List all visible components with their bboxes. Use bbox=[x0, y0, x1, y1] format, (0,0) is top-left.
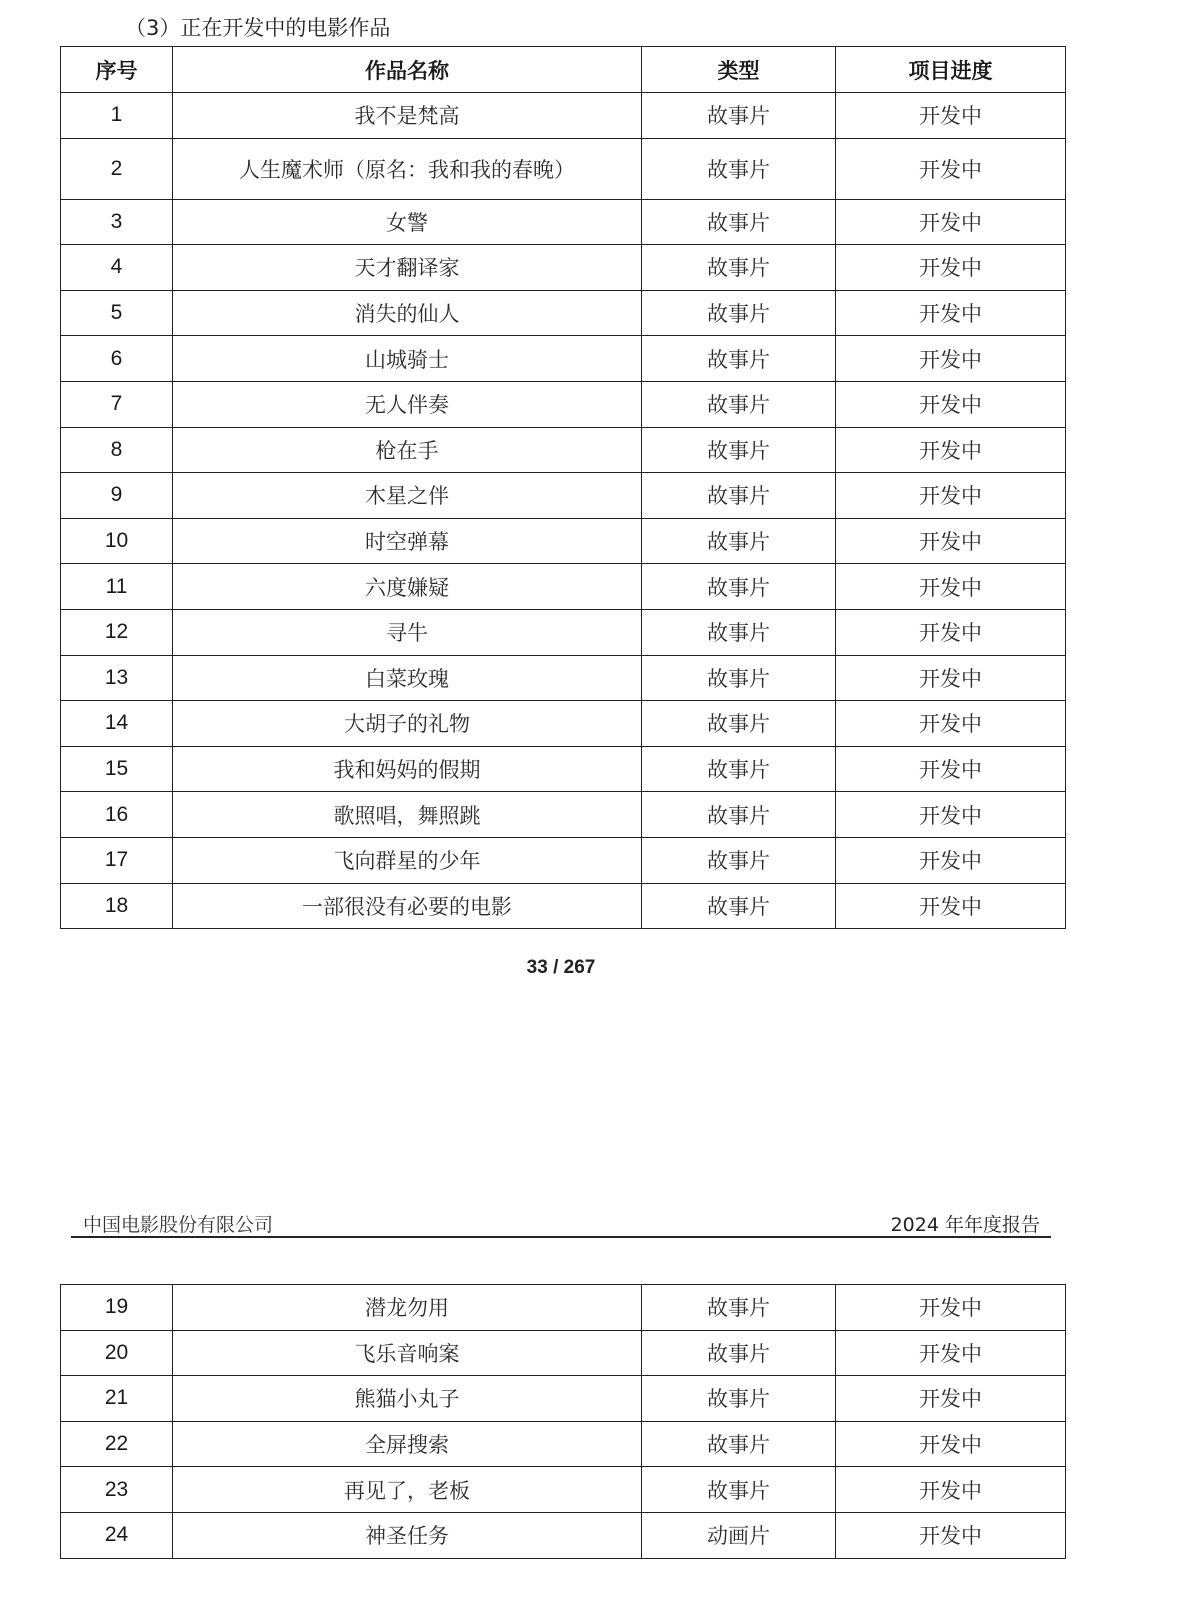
table-row bbox=[61, 199, 1066, 245]
row-film-title: 一部很没有必要的电影 bbox=[173, 883, 642, 929]
row-film-type: 故事片 bbox=[642, 518, 836, 564]
row-index: 21 bbox=[61, 1376, 173, 1422]
row-status: 开发中 bbox=[836, 1330, 1066, 1376]
table-row bbox=[61, 792, 1066, 838]
row-film-type: 故事片 bbox=[642, 1330, 836, 1376]
row-film-title: 木星之伴 bbox=[173, 473, 642, 519]
section-title: （3）正在开发中的电影作品 bbox=[125, 16, 391, 40]
films-in-development-table-continued bbox=[60, 1284, 1066, 1559]
row-film-type: 动画片 bbox=[642, 1512, 836, 1558]
row-index: 2 bbox=[61, 138, 173, 199]
row-film-type: 故事片 bbox=[642, 746, 836, 792]
row-status: 开发中 bbox=[836, 381, 1066, 427]
row-index: 5 bbox=[61, 290, 173, 336]
row-status: 开发中 bbox=[836, 473, 1066, 519]
table-body-page1 bbox=[61, 93, 1066, 929]
table-header-row bbox=[61, 47, 1066, 93]
page-number: 33 / 267 bbox=[526, 957, 596, 978]
row-index: 14 bbox=[61, 701, 173, 747]
table-row bbox=[61, 138, 1066, 199]
table-row bbox=[61, 336, 1066, 382]
row-index: 19 bbox=[61, 1285, 173, 1331]
table-row bbox=[61, 290, 1066, 336]
table-row bbox=[61, 381, 1066, 427]
table-row bbox=[61, 427, 1066, 473]
row-index: 4 bbox=[61, 245, 173, 291]
row-status: 开发中 bbox=[836, 883, 1066, 929]
row-film-type: 故事片 bbox=[642, 792, 836, 838]
row-index: 22 bbox=[61, 1421, 173, 1467]
row-status: 开发中 bbox=[836, 93, 1066, 139]
row-film-type: 故事片 bbox=[642, 199, 836, 245]
row-index: 8 bbox=[61, 427, 173, 473]
row-index: 1 bbox=[61, 93, 173, 139]
row-status: 开发中 bbox=[836, 138, 1066, 199]
row-index: 24 bbox=[61, 1512, 173, 1558]
row-status: 开发中 bbox=[836, 427, 1066, 473]
row-index: 9 bbox=[61, 473, 173, 519]
row-film-title: 寻牛 bbox=[173, 609, 642, 655]
row-status: 开发中 bbox=[836, 1467, 1066, 1513]
table-row bbox=[61, 1512, 1066, 1558]
row-film-type: 故事片 bbox=[642, 837, 836, 883]
row-film-type: 故事片 bbox=[642, 473, 836, 519]
row-film-title: 歌照唱，舞照跳 bbox=[173, 792, 642, 838]
row-film-title: 六度嫌疑 bbox=[173, 564, 642, 610]
row-index: 23 bbox=[61, 1467, 173, 1513]
row-status: 开发中 bbox=[836, 1421, 1066, 1467]
row-film-title: 山城骑士 bbox=[173, 336, 642, 382]
header-divider bbox=[71, 1236, 1051, 1238]
row-film-title: 飞乐音响案 bbox=[173, 1330, 642, 1376]
header-title: 作品名称 bbox=[173, 47, 642, 93]
films-in-development-table bbox=[60, 46, 1066, 929]
row-film-title: 再见了，老板 bbox=[173, 1467, 642, 1513]
row-film-title: 白菜玫瑰 bbox=[173, 655, 642, 701]
row-film-title: 飞向群星的少年 bbox=[173, 837, 642, 883]
row-status: 开发中 bbox=[836, 564, 1066, 610]
row-film-title: 枪在手 bbox=[173, 427, 642, 473]
row-film-type: 故事片 bbox=[642, 381, 836, 427]
row-film-type: 故事片 bbox=[642, 336, 836, 382]
row-film-title: 大胡子的礼物 bbox=[173, 701, 642, 747]
row-status: 开发中 bbox=[836, 245, 1066, 291]
table-row bbox=[61, 655, 1066, 701]
row-film-title: 熊猫小丸子 bbox=[173, 1376, 642, 1422]
row-film-type: 故事片 bbox=[642, 245, 836, 291]
table-row bbox=[61, 1376, 1066, 1422]
table-row bbox=[61, 883, 1066, 929]
row-index: 12 bbox=[61, 609, 173, 655]
row-film-type: 故事片 bbox=[642, 701, 836, 747]
header-index: 序号 bbox=[61, 47, 173, 93]
table-row bbox=[61, 1330, 1066, 1376]
row-status: 开发中 bbox=[836, 518, 1066, 564]
row-film-title: 全屏搜索 bbox=[173, 1421, 642, 1467]
table-row bbox=[61, 1467, 1066, 1513]
row-film-type: 故事片 bbox=[642, 1376, 836, 1422]
row-film-type: 故事片 bbox=[642, 1467, 836, 1513]
row-index: 13 bbox=[61, 655, 173, 701]
row-index: 10 bbox=[61, 518, 173, 564]
row-status: 开发中 bbox=[836, 701, 1066, 747]
row-film-type: 故事片 bbox=[642, 1421, 836, 1467]
row-index: 7 bbox=[61, 381, 173, 427]
table-row bbox=[61, 701, 1066, 747]
row-status: 开发中 bbox=[836, 290, 1066, 336]
table-row bbox=[61, 564, 1066, 610]
row-film-title: 时空弹幕 bbox=[173, 518, 642, 564]
row-status: 开发中 bbox=[836, 336, 1066, 382]
row-film-title: 神圣任务 bbox=[173, 1512, 642, 1558]
table-row bbox=[61, 518, 1066, 564]
table-body-page2 bbox=[61, 1285, 1066, 1559]
row-film-type: 故事片 bbox=[642, 655, 836, 701]
row-film-title: 女警 bbox=[173, 199, 642, 245]
row-film-title: 潜龙勿用 bbox=[173, 1285, 642, 1331]
row-film-title: 天才翻译家 bbox=[173, 245, 642, 291]
row-status: 开发中 bbox=[836, 746, 1066, 792]
table-row bbox=[61, 746, 1066, 792]
row-status: 开发中 bbox=[836, 837, 1066, 883]
row-index: 6 bbox=[61, 336, 173, 382]
row-status: 开发中 bbox=[836, 792, 1066, 838]
row-film-type: 故事片 bbox=[642, 93, 836, 139]
row-status: 开发中 bbox=[836, 199, 1066, 245]
row-index: 16 bbox=[61, 792, 173, 838]
row-status: 开发中 bbox=[836, 655, 1066, 701]
header-company: 中国电影股份有限公司 bbox=[83, 1214, 274, 1236]
row-film-type: 故事片 bbox=[642, 427, 836, 473]
row-film-type: 故事片 bbox=[642, 883, 836, 929]
row-film-title: 消失的仙人 bbox=[173, 290, 642, 336]
row-film-title: 我不是梵高 bbox=[173, 93, 642, 139]
row-film-title: 人生魔术师（原名：我和我的春晚） bbox=[173, 138, 642, 199]
row-film-type: 故事片 bbox=[642, 138, 836, 199]
row-status: 开发中 bbox=[836, 1512, 1066, 1558]
header-report-title: 2024 年年度报告 bbox=[890, 1214, 1040, 1236]
table-row bbox=[61, 1421, 1066, 1467]
table-row bbox=[61, 245, 1066, 291]
header-type: 类型 bbox=[642, 47, 836, 93]
row-film-type: 故事片 bbox=[642, 564, 836, 610]
table-row bbox=[61, 609, 1066, 655]
row-status: 开发中 bbox=[836, 1376, 1066, 1422]
row-film-type: 故事片 bbox=[642, 290, 836, 336]
row-index: 11 bbox=[61, 564, 173, 610]
header-status: 项目进度 bbox=[836, 47, 1066, 93]
table-row bbox=[61, 93, 1066, 139]
row-film-title: 我和妈妈的假期 bbox=[173, 746, 642, 792]
row-index: 3 bbox=[61, 199, 173, 245]
row-film-type: 故事片 bbox=[642, 1285, 836, 1331]
row-status: 开发中 bbox=[836, 1285, 1066, 1331]
row-status: 开发中 bbox=[836, 609, 1066, 655]
table-row bbox=[61, 837, 1066, 883]
row-film-title: 无人伴奏 bbox=[173, 381, 642, 427]
row-index: 20 bbox=[61, 1330, 173, 1376]
table-row bbox=[61, 473, 1066, 519]
row-film-type: 故事片 bbox=[642, 609, 836, 655]
table-row bbox=[61, 1285, 1066, 1331]
row-index: 17 bbox=[61, 837, 173, 883]
row-index: 18 bbox=[61, 883, 173, 929]
row-index: 15 bbox=[61, 746, 173, 792]
